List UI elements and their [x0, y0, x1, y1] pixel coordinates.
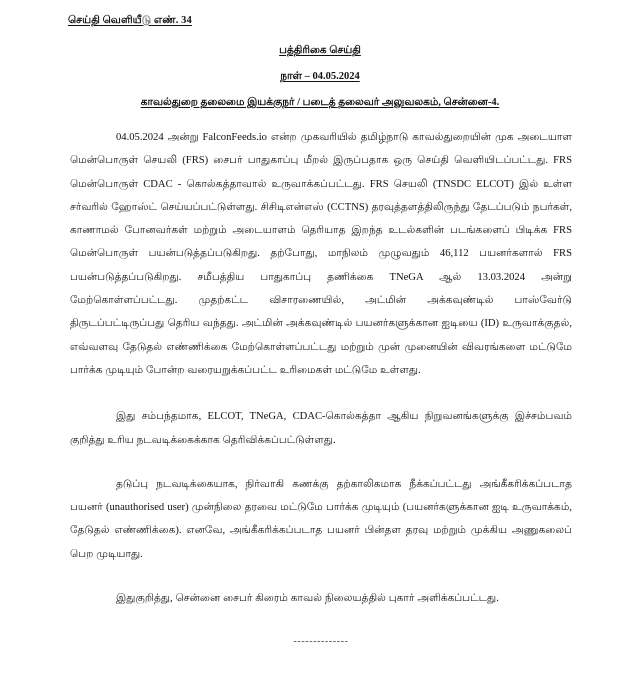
- body-paragraph-4: இதுகுறித்து, சென்னை சைபர் கிரைம் காவல் நிலையத்தில் புகார் அளிக்கப்பட்டது.: [116, 593, 499, 605]
- issuing-office: காவல்துறை தலைமை இயக்குநர் / படைத் தலைவர் அலுவலகம், சென்னை-4.: [140, 97, 500, 108]
- title-block: [0, 44, 640, 109]
- body-paragraph-1: 04.05.2024 அன்று FalconFeeds.io என்ற முகவரியில் தமிழ்நாடு காவல்துறையின் முக அடையாள மென்பொருள் செயலி (FRS) சைபர் பாதுகாப்பு மீறல் இருப்பதாக ஒரு செய்தி வெளியிடப்பட்டது. FRS மென்பொருள் CDAC - கொல்கத்தாவால் உருவாக்கப்பட்டது. FRS செயலி (TNSDC ELCOT) இல் உள்ள சர்வரில் ஹோஸ்ட் செய்யப்பட்டுள்ளது. சிசிடிஎன்எஸ் (CCTNS) தரவுத்தளத்திலிருந்து தேடப்படும் நபர்கள், காணாமல் போனவர்கள் மற்றும் அடையாளம் தெரியாத இறந்த உடல்களின் படங்களைப் பிடிக்க FRS மென்பொருள் பயன்படுத்தப்படுகிறது. தற்போது, மாநிலம் முழுவதும் 46,112 பயனர்களால் FRS பயன்படுத்தப்படுகிறது. சமீபத்திய பாதுகாப்பு தணிக்கை TNeGA ஆல் 13.03.2024 அன்று மேற்கொள்ளப்பட்டது. முதற்கட்ட விசாரணையில், அட்மின் அக்கவுண்டில் பாஸ்வேர்டு திருடப்பட்டிருப்பது தெரிய வந்தது. அட்மின் அக்கவுண்டில் பயனர்களுக்கான ஐடியை (ID) உருவாக்குதல், எவ்வளவு தேடுதல் எண்ணிக்கை மேற்கொள்ளப்பட்டது மற்றும் முன் முனையின் விவரங்களை மட்டுமே பார்க்க முடியும் போன்ற வரையறுக்கப்பட்ட உரிமைகள் மட்டுமே உள்ளது.: [70, 132, 572, 376]
- end-marker: --------------: [293, 636, 349, 648]
- release-number: செய்தி வெளியீடு எண். 34: [68, 15, 192, 26]
- document-body: [70, 126, 572, 647]
- body-paragraph-2: இது சம்பந்தமாக, ELCOT, TNeGA, CDAC-கொல்கத்தா ஆகிய நிறுவனங்களுக்கு இச்சம்பவம் குறித்து உரிய நடவடிக்கைக்காக தெரிவிக்கப்பட்டுள்ளது.: [70, 411, 572, 446]
- document-date: நாள் – 04.05.2024: [280, 71, 360, 82]
- body-paragraph-3: தடுப்பு நடவடிக்கையாக, நிர்வாகி கணக்கு தற்காலிகமாக நீக்கப்பட்டது அங்கீகரிக்கப்படாத பயனர் (unauthorised user) முன்நிலை தரவை மட்டுமே பார்க்க முடியும் (பயனர்களுக்கான ஐடி உருவாக்கம், தேடுதல் எண்ணிக்கை). எனவே, அங்கீகரிக்கப்படாத பயனர் பின்தள தரவு மற்றும் முக்கிய அணுகலைப் பெற முடியாது.: [70, 478, 572, 560]
- document-title: பத்திரிகை செய்தி: [279, 45, 361, 56]
